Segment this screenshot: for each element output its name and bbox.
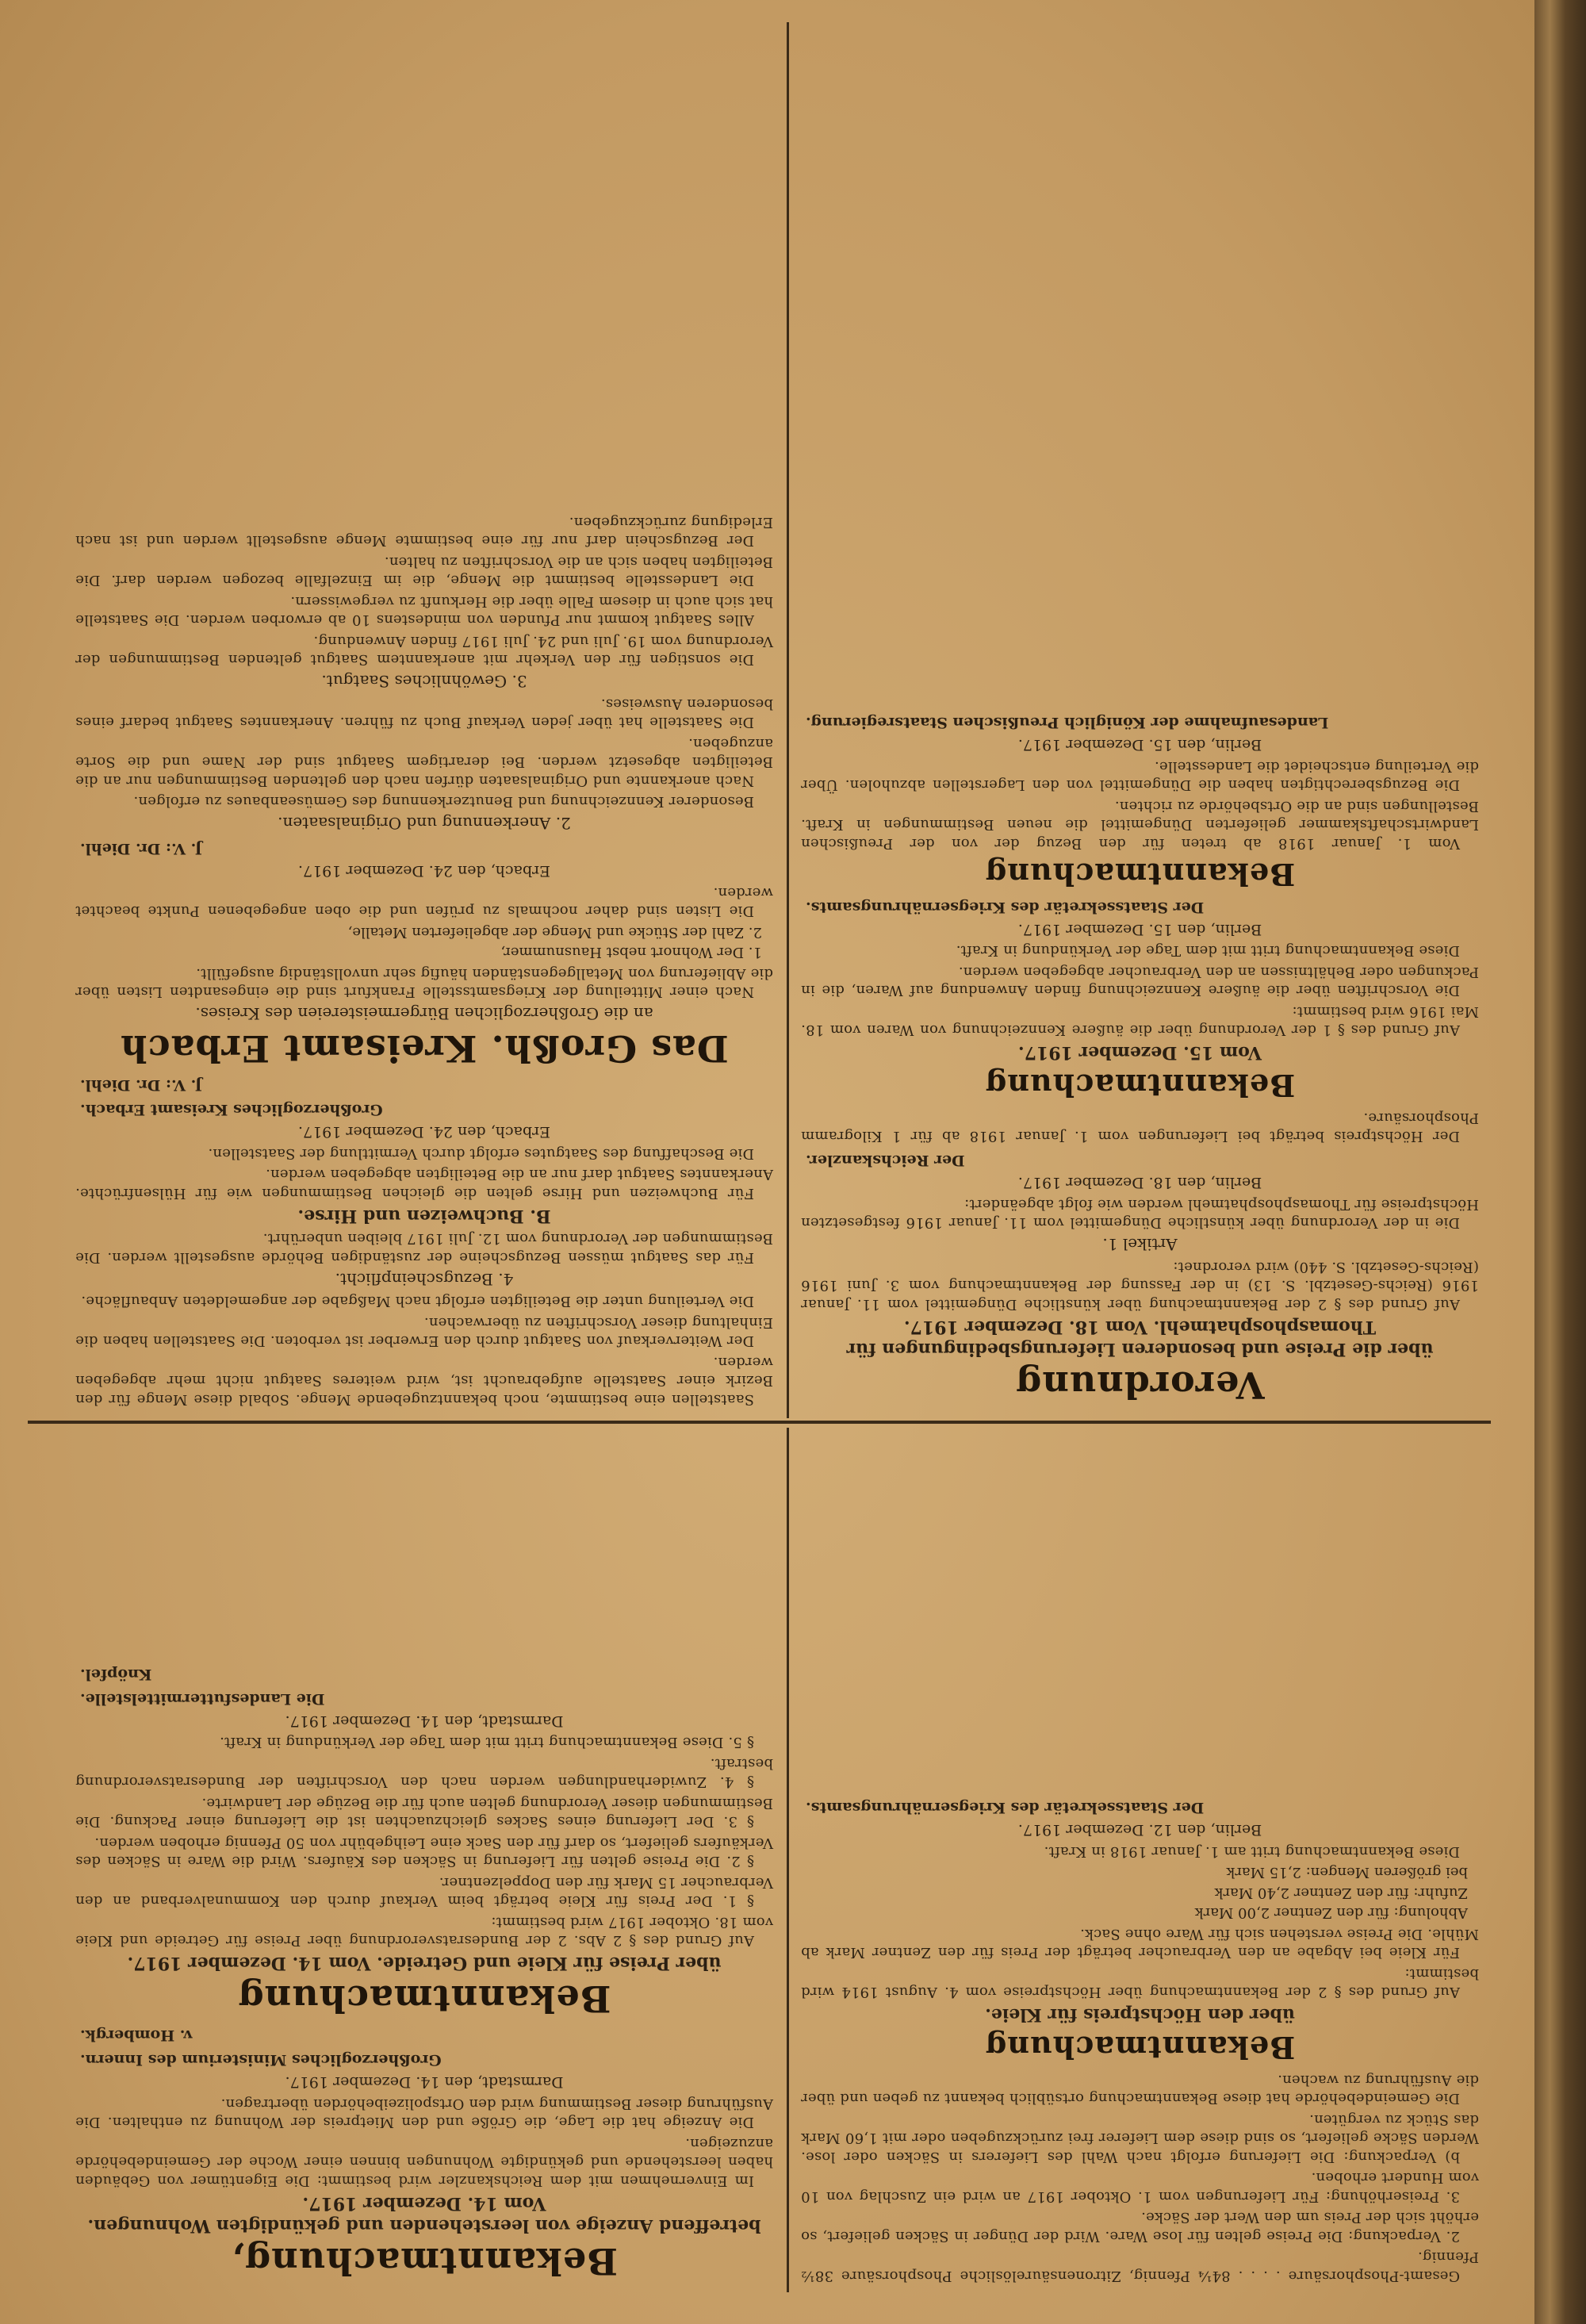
notice-place-date: Erbach, den 24. Dezember 1917. (298, 1123, 551, 1141)
notice-signer-name: v. Hombergk. (80, 2027, 193, 2045)
column-lower-right (67, 20, 781, 1416)
notice-paragraph: Die Gemeindebehörde hat diese Bekanntmachung ortsüblich bekannt zu geben und über die Ausführung zu wachen. (801, 2072, 1479, 2107)
notice-paragraph: Die Vorschriften über die äußere Kennzeichnung finden Anwendung auf Waren, die in Packungen oder Behältnissen an den Verbraucher abgegeben werden. (801, 964, 1479, 999)
column-upper-left (793, 1428, 1487, 2292)
vertical-column-rule-lower (787, 22, 789, 1418)
notice-paragraph: Die Landesstelle bestimmt die Menge, die im Einzelfalle bezogen werden darf. Die Beteiligten haben sich an die Vorschriften zu halten. (75, 554, 773, 589)
notice-place-date: Darmstadt, den 14. Dezember 1917. (285, 2073, 564, 2092)
notice-paragraph: Für Buchweizen und Hirse gelten die gleichen Bestimmungen wie für Hülsenfrüchte. Anerkanntes Saatgut darf nur an die Beteiligten abgegeben werden. (75, 1166, 773, 1202)
notice-paragraph: Die Beschaffung des Saatgutes erfolgt durch Vermittlung der Saatstellen. (208, 1145, 754, 1162)
notice-subheading: über die Preise und besonderen Lieferungsbedingungen für Thomasphosphatmehl. Vom 18. Dezember 1917. (846, 1317, 1434, 1360)
section-heading: 4. Bezugscheinpflicht. (335, 1270, 514, 1289)
notice-place-date: Darmstadt, den 14. Dezember 1917. (285, 1712, 564, 1730)
notice-paragraph: Die Anzeige hat die Lage, die Größe und den Mietpreis der Wohnung zu enthalten. Die Ausführung dieser Bestimmung wird den Ortspolizeibehörden übertragen. (75, 2096, 773, 2131)
horizontal-column-rule (28, 1421, 1491, 1424)
notice-paragraph: Vom 1. Januar 1918 ab treten für den Bezug der von der Preußischen Landwirtschaftskammer gelieferten Düngemittel die neuen Bestimmungen in Kraft. Bestellungen sind an die Ortsbehörde zu richten. (801, 798, 1479, 852)
list-item: 2. Zahl der Stücke und Menge der abgelieferten Metalle, (347, 924, 762, 941)
notice-signature: Der Staatssekretär des Kriegsernährungsamts. (806, 899, 1205, 916)
notice-place-date: Erbach, den 24. Dezember 1917. (298, 862, 551, 880)
notice-paragraph: Diese Bekanntmachung tritt am 1. Januar 1918 in Kraft. (1044, 1843, 1460, 1860)
notice-paragraph: Diese Bekanntmachung tritt mit dem Tage der Verkündung in Kraft. (956, 942, 1460, 960)
notice-paragraph: Für das Saatgut müssen Bezugscheine der zuständigen Behörde ausgestellt werden. Die Bestimmungen der Verordnung vom 12. Juli 1917 bleiben unberührt. (75, 1230, 773, 1266)
notice-signature: Der Reichskanzler. (806, 1152, 965, 1170)
notice-heading: Das Großh. Kreisamt Erbach (120, 1027, 729, 1071)
column-lower-left (793, 20, 1487, 1416)
notice-heading: Bekanntmachung (984, 2030, 1296, 2066)
notice-place-date: Berlin, den 12. Dezember 1917. (1017, 1821, 1262, 1839)
notice-paragraph: Der Weiterverkauf von Saatgut durch den Erwerber ist verboten. Die Saatstellen haben die Einhaltung dieser Vorschriften zu überwachen. (75, 1314, 773, 1350)
notice-signer-name: J. V.: Dr. Diehl. (80, 840, 202, 858)
notice-paragraph: § 4. Zuwiderhandlungen werden nach den Vorschriften der Bundesratsverordnung bestraft. (75, 1755, 773, 1791)
continuation-paragraph: Gesamt-Phosphorsäure . . . . 84¼ Pfennig, Zitronensäurelösliche Phosphorsäure 38½ Pfennig. (801, 2249, 1479, 2284)
notice-paragraph: Für Kleie bei Abgabe an den Verbraucher beträgt der Preis für den Zentner Mark ab Mühle. Die Preise verstehen sich für Ware ohne Sack. (801, 1926, 1479, 1962)
notice-subheading: an die Großherzoglichen Bürgermeistereien des Kreises. (195, 1004, 653, 1024)
notice-paragraph: b) Verpackung: Die Lieferung erfolgt nach Wahl des Lieferers in Säcken oder lose. Werden Säcke geliefert, so sind diese dem Lieferer frei zurückzugeben oder mit 1,60 Mark das Stück zu vergüten. (801, 2111, 1479, 2165)
notice-signature: Die Landesfuttermittelstelle. (80, 1690, 325, 1708)
notice-signature: Der Staatssekretär des Kriegsernährungsamts. (806, 1799, 1205, 1817)
notice-signature: Großherzogliches Ministerium des Innern. (80, 2051, 442, 2069)
notice-paragraph: § 2. Die Preise gelten für Lieferung in Säcken des Käufers. Wird die Ware in Säcken des Verkäufers geliefert, so darf für den Sack eine Leihgebühr von 50 Pfennig erhoben werden. (75, 1835, 773, 1870)
notice-signer-name: J. V.: Dr. Diehl. (80, 1076, 202, 1095)
notice-subheading: über den Höchstpreis für Kleie. (985, 2004, 1295, 2026)
article-heading: Artikel 1. (1102, 1235, 1178, 1255)
notice-paragraph: Auf Grund des § 2 Abs. 2 der Bundesratsverordnung über Preise für Getreide und Kleie vom 18. Oktober 1917 wird bestimmt: (75, 1914, 773, 1950)
notice-paragraph: Auf Grund des § 2 der Bekanntmachung über Höchstpreise vom 4. August 1914 wird bestimmt: (801, 1965, 1479, 2001)
notice-signer-name: Knöpfel. (80, 1666, 152, 1683)
price-list-item: Abholung: für den Zentner 2,00 Mark (1194, 1904, 1468, 1922)
notice-subheading: Vom 15. Dezember 1917. (1018, 1042, 1262, 1064)
notice-heading: Bekanntmachung (237, 1977, 611, 2021)
notice-heading: Bekanntmachung, (231, 2240, 618, 2283)
notice-paragraph: § 5. Diese Bekanntmachung tritt mit dem Tage der Verkündung in Kraft. (219, 1734, 754, 1751)
notice-paragraph: Nach einer Mitteilung der Kriegsamtsstelle Frankfurt sind die eingesandten Listen über die Ablieferung von Metallgegenständen häufig sehr unvollständig ausgefüllt. (75, 965, 773, 1001)
notice-paragraph: Auf Grund des § 1 der Verordnung über die äußere Kennzeichnung von Waren vom 18. Mai 1916 wird bestimmt: (801, 1003, 1479, 1039)
notice-place-date: Berlin, den 18. Dezember 1917. (1017, 1174, 1262, 1192)
vertical-column-rule-upper (787, 1428, 789, 2292)
notice-paragraph: Der Bezugschein darf nur für eine bestimmte Menge ausgestellt werden und ist nach Erledigung zurückzugeben. (75, 514, 773, 550)
notice-paragraph: 3. Preiserhöhung: Für Lieferungen vom 1. Oktober 1917 an wird ein Zuschlag von 10 vom Hundert erhoben. (801, 2169, 1479, 2205)
page-binding-edge (1534, 0, 1586, 2324)
notice-place-date: Berlin, den 15. Dezember 1917. (1017, 736, 1262, 754)
notice-heading: Bekanntmachung (984, 857, 1296, 892)
notice-paragraph: § 1. Der Preis für Kleie beträgt beim Verkauf durch den Kommunalverband an den Verbraucher 15 Mark für den Doppelzentner. (75, 1874, 773, 1910)
notice-signature: Großherzogliches Kreisamt Erbach. (80, 1101, 383, 1119)
notice-paragraph: Die sonstigen für den Verkehr mit anerkanntem Saatgut geltenden Bestimmungen der Verordnung vom 19. Juli und 24. Juli 1917 finden Anwendung. (75, 633, 773, 669)
list-item: 1. Der Wohnort nebst Hausnummer, (500, 944, 762, 961)
notice-paragraph: Im Einvernehmen mit dem Reichskanzler wird bestimmt: Die Eigentümer von Gebäuden haben leerstehende und gekündigte Wohnungen binnen einer Woche der Gemeindebehörde anzuzeigen. (75, 2135, 773, 2189)
section-heading: 2. Anerkennung und Originalsaaten. (278, 814, 571, 834)
price-list-item: Zufuhr: für den Zentner 2,40 Mark (1214, 1885, 1468, 1901)
notice-paragraph: Die Verteilung unter die Beteiligten erfolgt nach Maßgabe der angemeldeten Anbaufläche. (81, 1293, 754, 1310)
notice-signature: Landesaufnahme der Königlich Preußischen Staatsregierung. (806, 714, 1329, 732)
notice-paragraph: Auf Grund des § 2 der Bekanntmachung über künstliche Düngemittel vom 11. Januar 1916 (Reichs-Gesetzbl. S. 13) in der Fassung der Bekanntmachung vom 3. Juni 1916 (Reichs-Gesetzbl. S. 440) wird verordnet: (801, 1259, 1479, 1313)
continuation-paragraph: Saatstellen eine bestimmte, noch bekanntzugebende Menge. Sobald diese Menge für den Bezirk einer Saatstelle aufgebraucht ist, wird weiteres Saatgut nicht mehr abgegeben werden. (75, 1354, 773, 1408)
column-upper-right (67, 1428, 781, 2292)
notice-heading: Verordnung (1015, 1363, 1265, 1406)
section-heading: B. Buchweizen und Hirse. (297, 1206, 551, 1226)
notice-paragraph: Die Bezugsberechtigten haben die Düngemittel von den Lagerstellen abzuholen. Über die Verteilung entscheidet die Landesstelle. (801, 758, 1479, 794)
notice-subheading: über Preise für Kleie und Getreide. Vom 14. Dezember 1917. (127, 1953, 722, 1974)
notice-paragraph: Alles Saatgut kommt nur Pfunden von mindestens 10 ab erworben werden. Die Saatstelle hat sich auch in diesem Falle über die Herkunft zu vergewissern. (75, 593, 773, 629)
notice-paragraph: Der Höchstpreis beträgt bei Lieferungen vom 1. Januar 1918 ab für 1 Kilogramm Phosphorsäure. (801, 1110, 1479, 1145)
notice-subheading: betreffend Anzeige von leerstehenden und gekündigten Wohnungen. Vom 14. Dezember 1917. (87, 2193, 761, 2236)
notice-paragraph: Die in der Verordnung über künstliche Düngemittel vom 11. Januar 1916 festgesetzten Höchstpreise für Thomasphosphatmehl werden wie folgt abgeändert: (801, 1196, 1479, 1232)
notice-paragraph: § 3. Der Lieferung eines Sackes gleichzuachten ist die Lieferung einer Packung. Die Bestimmungen dieser Verordnung gelten auch für die Bezüge der Landwirte. (75, 1795, 773, 1831)
section-heading: 3. Gewöhnliches Saatgut. (321, 672, 527, 692)
notice-paragraph: 2. Verpackung: Die Preise gelten für lose Ware. Wird der Dünger in Säcken geliefert, so erhöht sich der Preis um den Wert der Säcke. (801, 2209, 1479, 2245)
notice-paragraph: Die Saatstelle hat über jeden Verkauf Buch zu führen. Anerkanntes Saatgut bedarf eines besonderen Ausweises. (75, 696, 773, 731)
notice-paragraph: Nach anerkannte und Originalsaaten dürfen nach den geltenden Bestimmungen nur an die Beteiligten abgesetzt werden. Bei derartigem Saatgut sind der Name und die Sorte anzugeben. (75, 735, 773, 789)
price-list-item: bei größeren Mengen: 2,15 Mark (1226, 1864, 1468, 1881)
notice-heading: Bekanntmachung (984, 1068, 1296, 1104)
notice-place-date: Berlin, den 15. Dezember 1917. (1017, 921, 1262, 938)
notice-paragraph: Die Listen sind daher nochmals zu prüfen und die oben angegebenen Punkte beachtet werden. (75, 884, 773, 920)
notice-paragraph: Besonderer Kennzeichnung und Benutzerkennung des Gemüseanbaues zu erfolgen. (133, 793, 754, 811)
